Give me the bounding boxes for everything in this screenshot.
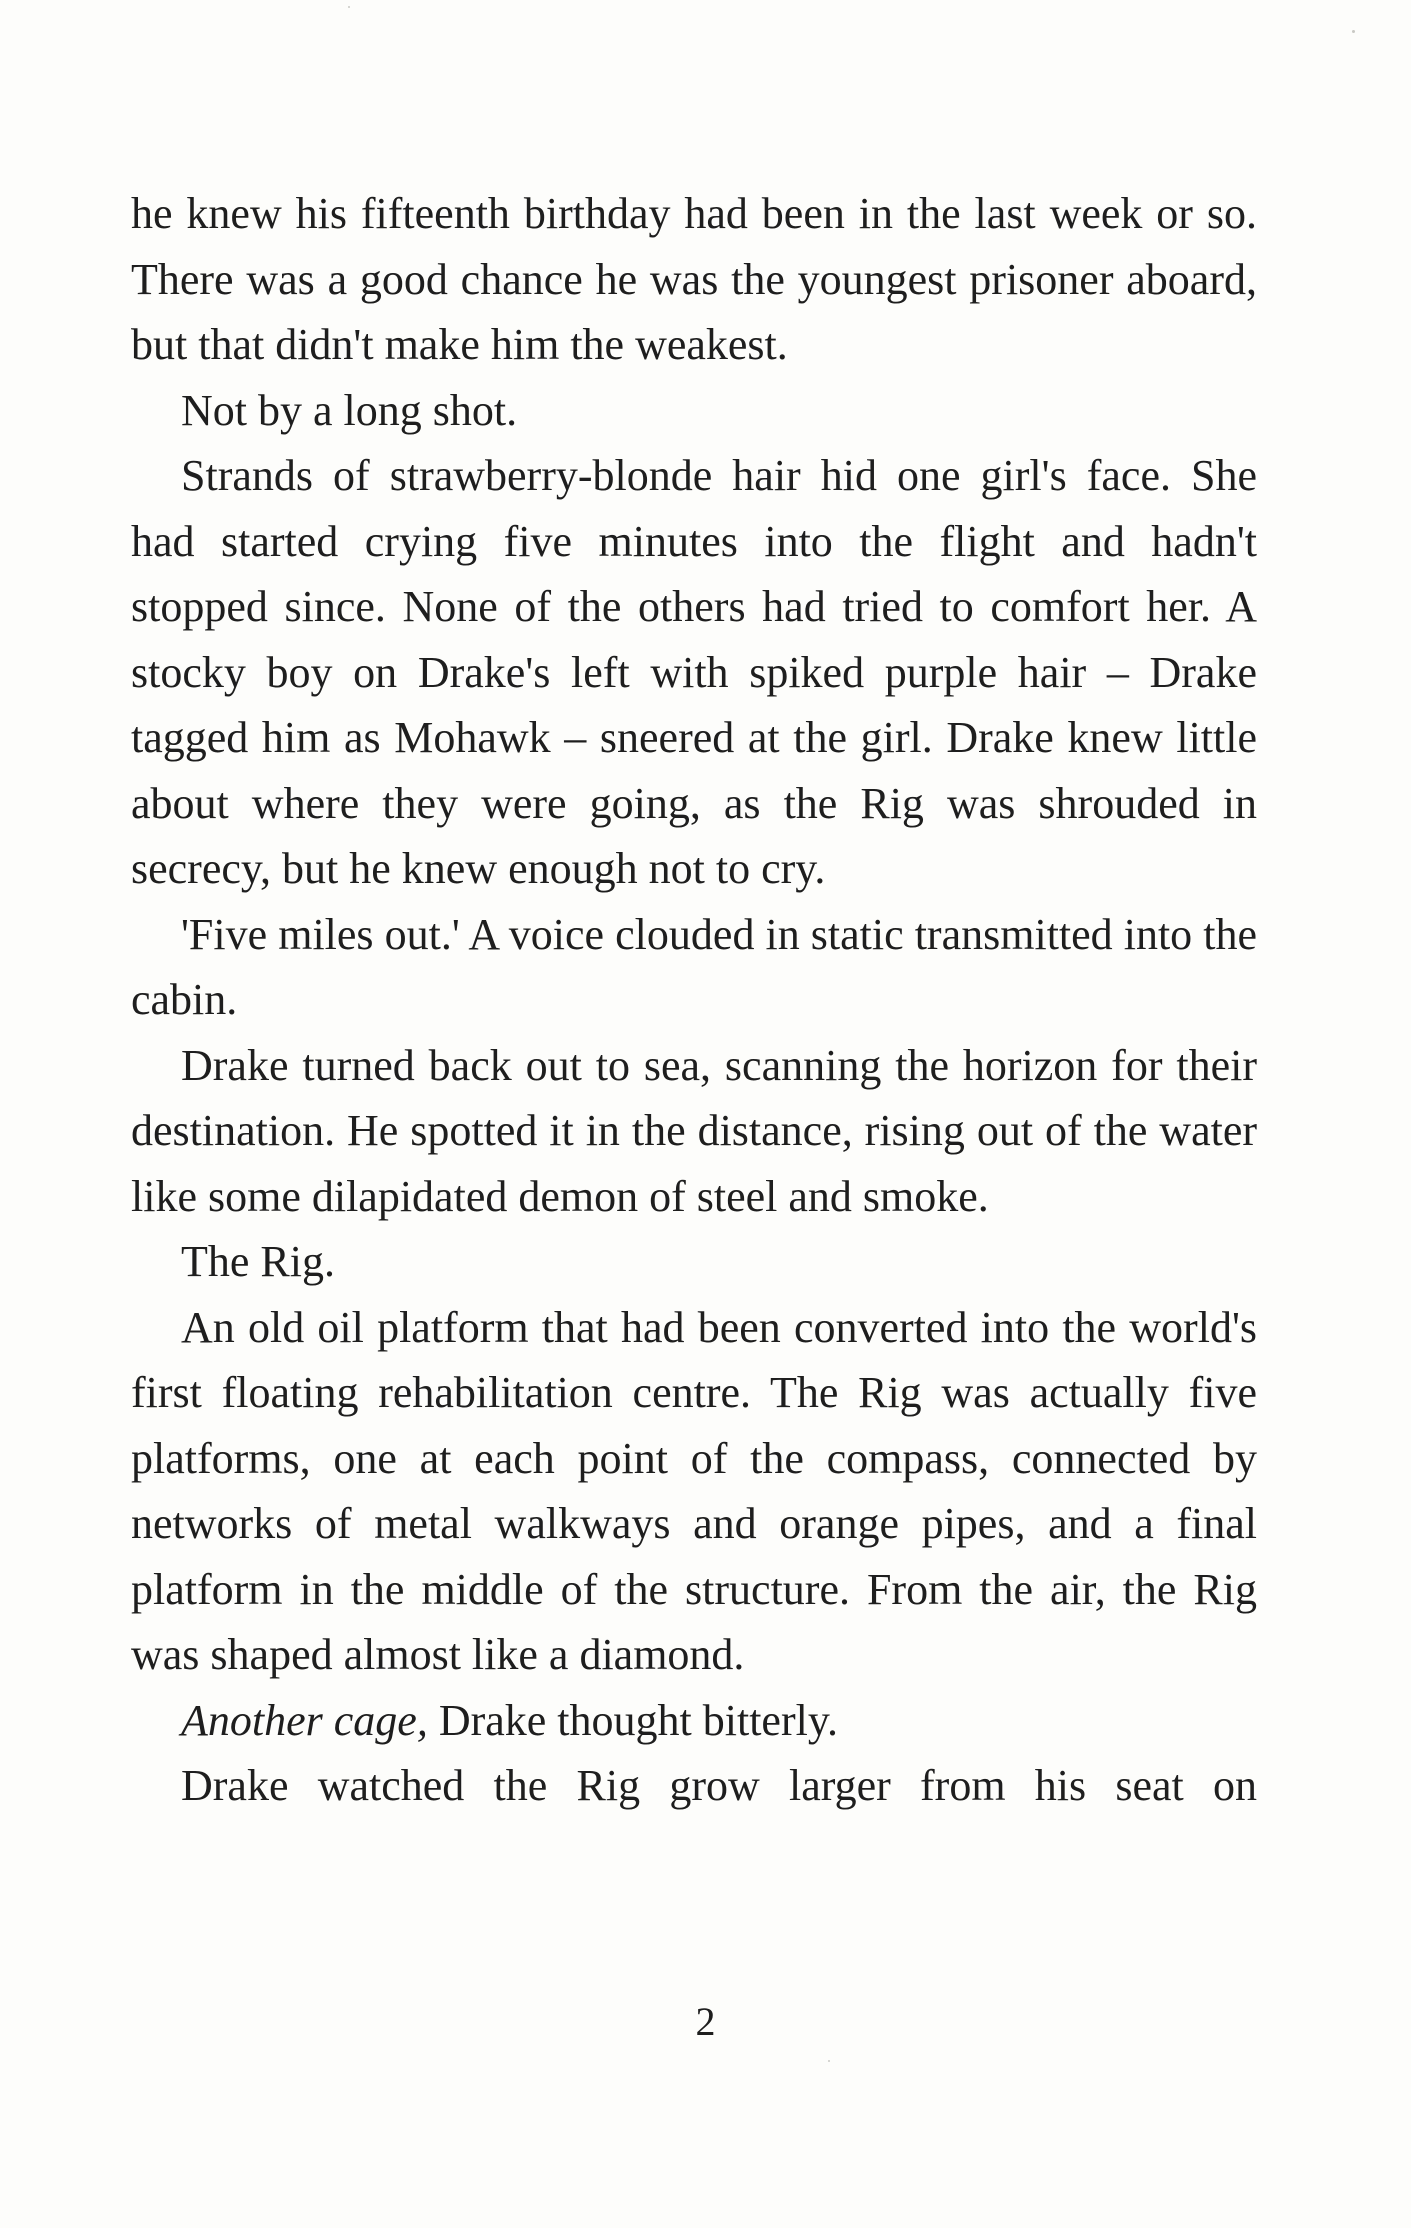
- paper-speck: [1352, 30, 1355, 33]
- paper-speck: [828, 2060, 830, 2062]
- paragraph-3: Strands of strawberry-blonde hair hid one girl's face. She had started crying five minutes into the flight and hadn't stopped since. None of the others had tried to comfort her. A stocky boy on Drake's left with spiked purple hair – Drake tagged him as Mohawk – sneered at the girl. Drake knew little about where they were going, as the Rig was shrouded in secrecy, but he knew enough not to cry.: [131, 451, 1257, 893]
- page-number: 2: [695, 1999, 716, 2044]
- paragraph-1: he knew his fifteenth birthday had been in the last week or so. There was a good chance he was the youngest prisoner aboard, but that didn't make him the weakest.: [131, 189, 1257, 369]
- paragraph-6: The Rig.: [181, 1237, 335, 1286]
- paragraph-9: Drake watched the Rig grow larger from his seat on: [181, 1761, 1257, 1810]
- paragraph-8-rest: Drake thought bitterly.: [427, 1695, 838, 1745]
- body-text: [131, 181, 1257, 1819]
- paragraph-7: An old oil platform that had been converted into the world's first floating rehabilitation centre. The Rig was actually five platforms, one at each point of the compass, connected by networks of metal walkways and orange pipes, and a final platform in the middle of the structure. From the air, the Rig was shaped almost like a diamond.: [131, 1302, 1257, 1679]
- paragraph-5: Drake turned back out to sea, scanning the horizon for their destination. He spotted it in the distance, rising out of the water like some dilapidated demon of steel and smoke.: [131, 1040, 1257, 1221]
- paragraph-8: [131, 1688, 1257, 1754]
- paper-speck: [348, 6, 350, 8]
- paragraph-2: Not by a long shot.: [181, 385, 518, 435]
- paragraph-4: 'Five miles out.' A voice clouded in static transmitted into the cabin.: [131, 909, 1257, 1024]
- italic-thought: Another cage,: [181, 1695, 428, 1745]
